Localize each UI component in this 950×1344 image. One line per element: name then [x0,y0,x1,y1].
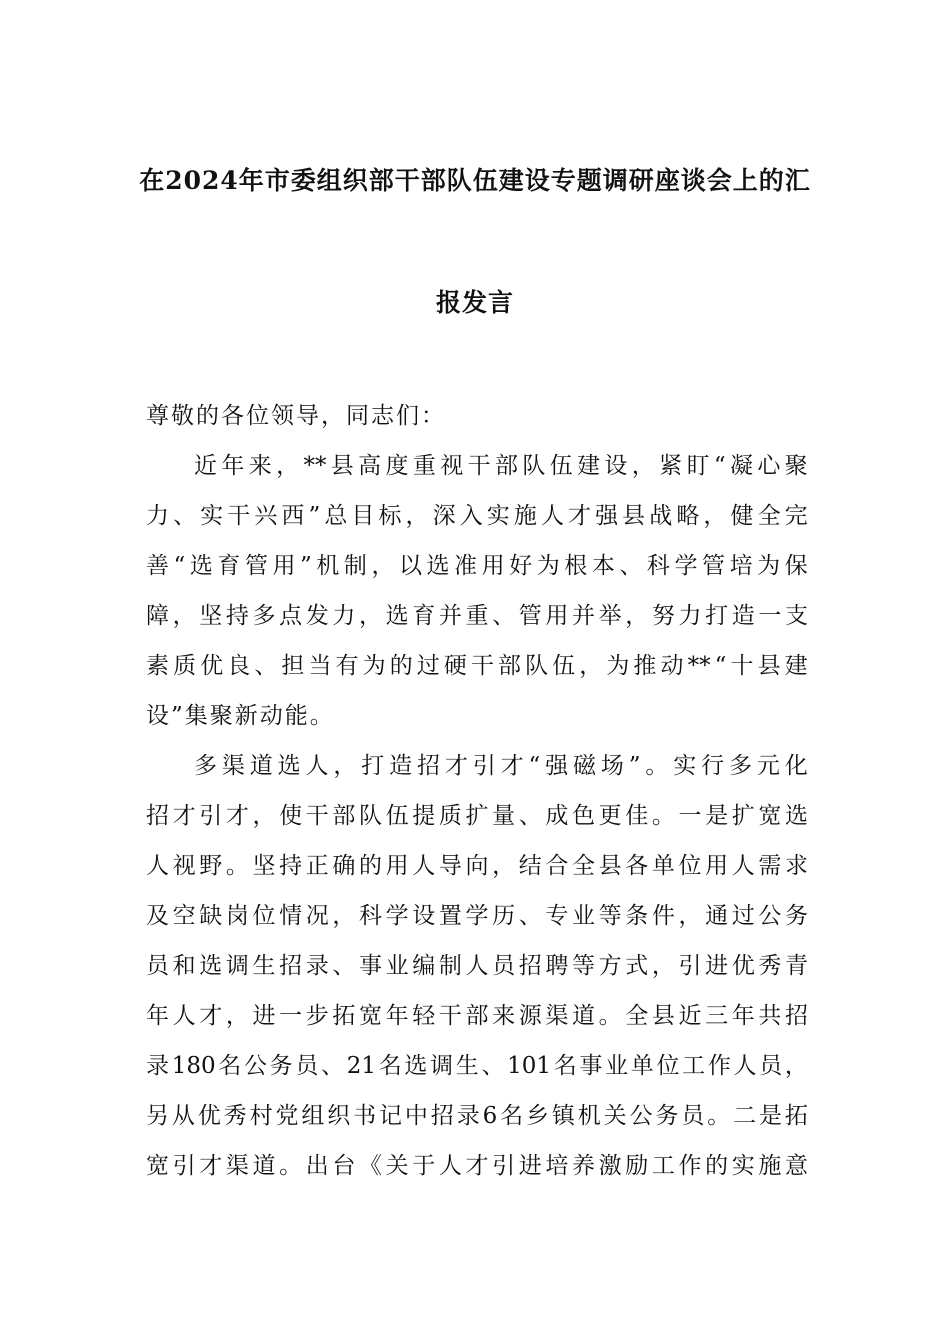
paragraph-line: 力 、 实 干 兴 西 ” 总 目 标 ， 深 入 实 施 人 才 强 县 战 略 ， 健 全 完 [146,503,808,529]
paragraph-line: 招 才 引 才 ， 使 干 部 队 伍 提 质 扩 量 、 成 色 更 佳 。 一 是 扩 宽 选 [146,803,808,829]
document-body [146,391,808,1191]
paragraph-line: 年 人 才 ， 进 一 步 拓 宽 年 轻 干 部 来 源 渠 道 。 全 县 近 三 年 共 招 [146,1003,808,1029]
paragraph-line: 宽 引 才 渠 道 。 出 台 《 关 于 人 才 引 进 培 养 激 励 工 作 的 实 施 意 [146,1153,808,1179]
paragraph-line: 人 视 野 。 坚 持 正 确 的 用 人 导 向 ， 结 合 全 县 各 单 位 用 人 需 求 [146,853,808,879]
document-title-line-1: 在2024年市委组织部干部队伍建设专题调研座谈会上的汇 [139,166,811,195]
paragraph-1 [146,441,808,741]
paragraph-line: 近 年 来 ， ** 县 高 度 重 视 干 部 队 伍 建 设 ， 紧 盯 “ 凝 心 聚 [194,453,808,479]
paragraph-line: 另 从 优 秀 村 党 组 织 书 记 中 招 录 6 名 乡 镇 机 关 公 务 员 。 二 是 拓 [146,1103,808,1129]
paragraph-2 [146,741,808,1191]
paragraph-line: 录 180 名 公 务 员 、 21 名 选 调 生 、 101 名 事 业 单 位 工 作 人 员 ， [146,1053,808,1079]
paragraph-line: 员 和 选 调 生 招 录 、 事 业 编 制 人 员 招 聘 等 方 式 ， 引 进 优 秀 青 [146,953,808,979]
paragraph-line: 善 “ 选 育 管 用 ” 机 制 ， 以 选 准 用 好 为 根 本 、 科 学 管 培 为 保 [146,553,808,579]
paragraph-line: 多 渠 道 选 人 ， 打 造 招 才 引 才 “ 强 磁 场 ” 。 实 行 多 元 化 [194,753,808,779]
paragraph-line: 设”集聚新动能。 [146,703,335,729]
paragraph-line: 障 ， 坚 持 多 点 发 力 ， 选 育 并 重 、 管 用 并 举 ， 努 力 打 造 一 支 [146,603,808,629]
paragraph-line: 及 空 缺 岗 位 情 况 ， 科 学 设 置 学 历 、 专 业 等 条 件 ， 通 过 公 务 [146,903,808,929]
salutation: 尊敬的各位领导，同志们： [146,403,446,429]
document-title-line-2: 报发言 [435,288,514,317]
paragraph-line: 素 质 优 良 、 担 当 有 为 的 过 硬 干 部 队 伍 ， 为 推 动 ** “ 十 县 建 [146,653,808,679]
